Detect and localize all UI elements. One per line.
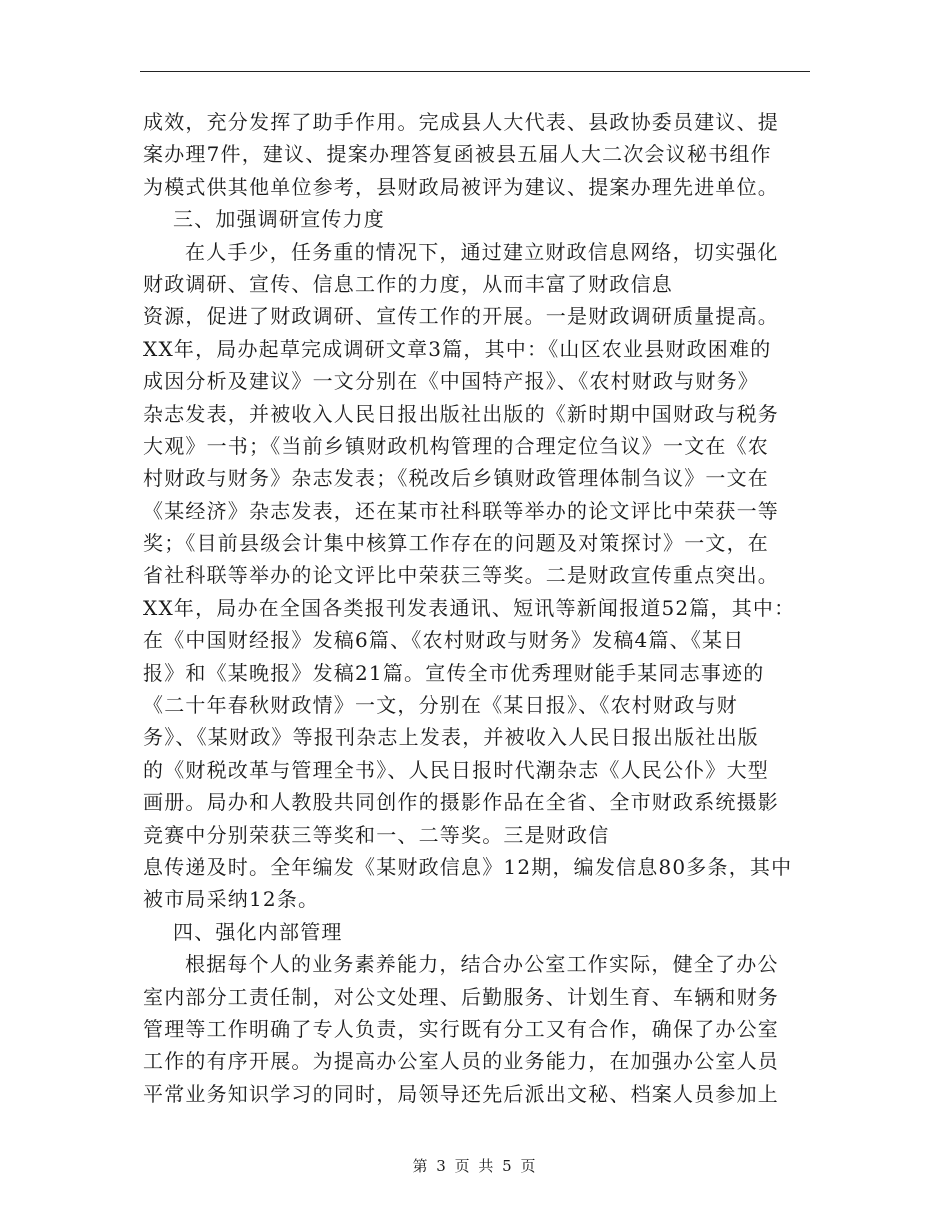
- text-line: 被市局采纳12条。: [143, 887, 320, 912]
- text-line: 杂志发表，并被收入人民日报出版社出版的《新时期中国财政与税务: [143, 401, 779, 426]
- text-line: 根据每个人的业务素养能力，结合办公室工作实际，健全了办公: [185, 952, 779, 977]
- text-line: 大观》一书；《当前乡镇财政机构管理的合理定位刍议》一文在《农: [143, 433, 769, 458]
- text-line: 村财政与财务》杂志发表；《税改后乡镇财政管理体制刍议》一文在: [143, 466, 769, 491]
- text-line: XX年，局办起草完成调研文章3篇，其中：《山区农业县财政困难的: [143, 336, 772, 361]
- text-line: 案办理7件，建议、提案办理答复函被县五届人大二次会议秘书组作: [143, 142, 772, 167]
- text-line: 管理等工作明确了专人负责，实行既有分工又有合作，确保了办公室: [143, 1016, 779, 1041]
- text-line: 的《财税改革与管理全书》、人民日报时代潮杂志《人民公仆》大型: [143, 757, 769, 782]
- text-line: 平常业务知识学习的同时，局领导还先后派出文秘、档案人员参加上: [143, 1081, 779, 1106]
- text-line: 在《中国财经报》发稿6篇、《农村财政与财务》发稿4篇、《某日: [143, 628, 745, 653]
- text-line: 奖；《目前县级会计集中核算工作存在的问题及对策探讨》一文，在: [143, 531, 769, 556]
- text-line: XX年，局办在全国各类报刊发表通讯、短讯等新闻报道52篇，其中：: [143, 595, 796, 620]
- text-line: 息传递及时。全年编发《某财政信息》12期，编发信息80多条，其中: [143, 854, 793, 879]
- text-line: 成因分析及建议》一文分别在《中国特产报》、《农村财政与财务》: [143, 369, 759, 394]
- text-line: 《某经济》杂志发表，还在某市社科联等举办的论文评比中荣获一等: [143, 498, 779, 523]
- text-line: 报》和《某晚报》发稿21篇。宣传全市优秀理财能手某同志事迹的: [143, 660, 765, 685]
- text-line: 省社科联等举办的论文评比中荣获三等奖。二是财政宣传重点突出。: [143, 563, 779, 588]
- page-footer: 第 3 页 共 5 页: [412, 1157, 538, 1175]
- text-line: 竞赛中分别荣获三等奖和一、二等奖。三是财政信: [143, 822, 610, 847]
- text-line: 室内部分工责任制，对公文处理、后勤服务、计划生育、车辆和财务: [143, 984, 779, 1009]
- section-heading: 四、强化内部管理: [173, 919, 343, 944]
- header-rule: [140, 71, 810, 72]
- text-line: 《二十年春秋财政情》一文，分别在《某日报》、《农村财政与财: [143, 693, 738, 718]
- text-line: 财政调研、宣传、信息工作的力度，从而丰富了财政信息: [143, 271, 673, 296]
- text-line: 务》、《某财政》等报刊杂志上发表，并被收入人民日报出版社出版: [143, 725, 759, 750]
- text-line: 工作的有序开展。为提高办公室人员的业务能力，在加强办公室人员: [143, 1049, 779, 1074]
- text-line: 资源，促进了财政调研、宣传工作的开展。一是财政调研质量提高。: [143, 304, 779, 329]
- text-line: 成效，充分发挥了助手作用。完成县人大代表、县政协委员建议、提: [143, 110, 779, 134]
- text-line: 画册。局办和人教股共同创作的摄影作品在全省、全市财政系统摄影: [143, 790, 779, 815]
- text-line: 在人手少，任务重的情况下，通过建立财政信息网络，切实强化: [185, 239, 779, 264]
- section-heading: 三、加强调研宣传力度: [173, 207, 385, 232]
- text-line: 为模式供其他单位参考，县财政局被评为建议、提案办理先进单位。: [143, 174, 779, 199]
- document-body: [143, 106, 823, 1110]
